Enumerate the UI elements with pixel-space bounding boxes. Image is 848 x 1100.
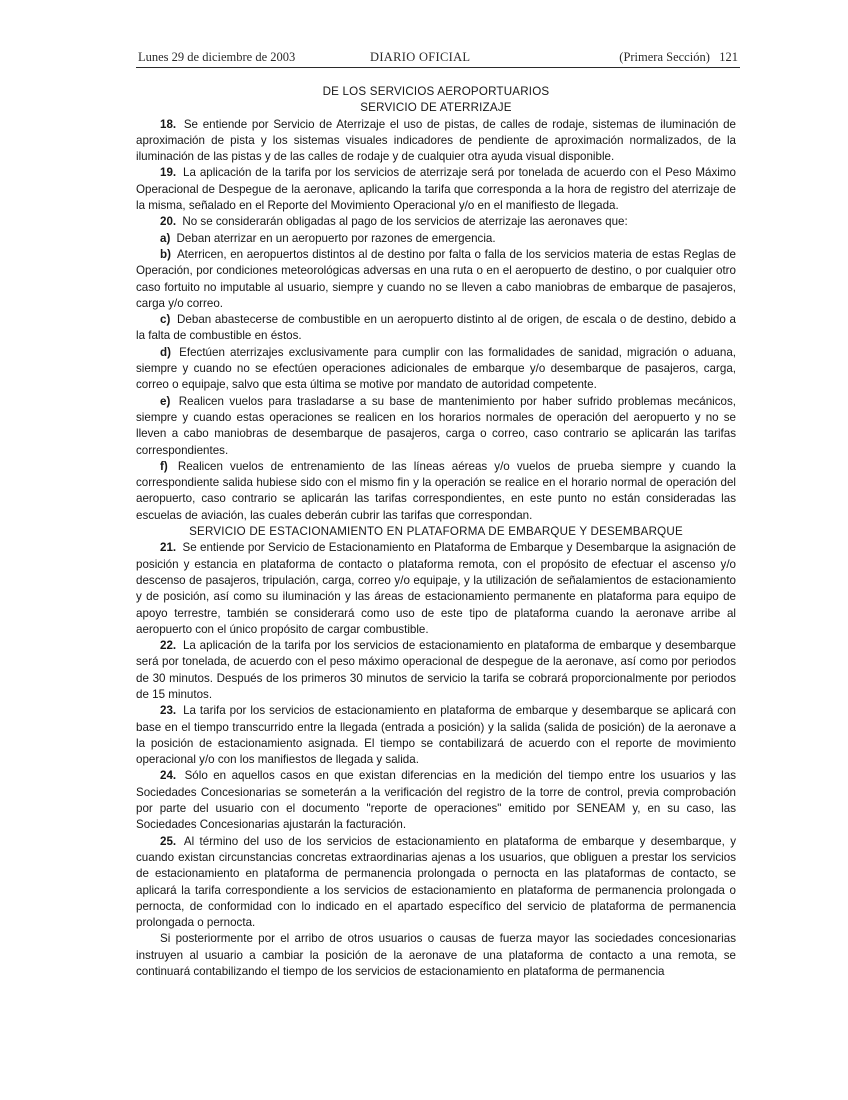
page-header xyxy=(138,50,738,66)
paragraph-text: La tarifa por los servicios de estacionamiento en plataforma de embarque y desembarque se aplicará con base en el tiempo transcurrido entre la llegada (entrada a posición) y la salida (salida de posición) de la aeronave a la posición de estacionamiento asignada. El tiempo se contabilizará de acuerdo con el reporte de movimiento operacional y/o con los manifiestos de llegada y salida. xyxy=(136,704,736,767)
paragraph-number: 25. xyxy=(160,834,177,848)
paragraph-number: 19. xyxy=(160,166,177,180)
item-b xyxy=(136,247,736,312)
item-letter: e) xyxy=(160,394,171,408)
item-letter: a) xyxy=(160,231,171,245)
item-a xyxy=(136,231,736,247)
paragraph-text: Se entiende por Servicio de Aterrizaje el uso de pistas, de calles de rodaje, sistemas de iluminación de aproximación de pista y los sistemas visuales indicadores de pendiente de aproximación normalizados, de la iluminación de las pistas y de las calles de rodaje y de cualquier otra ayuda visual disponible. xyxy=(136,117,736,164)
item-text: Aterricen, en aeropuertos distintos al de destino por falta o falla de los servicios materia de estas Reglas de Operación, por condiciones meteorológicas adversas en una ruta o en el aeropuerto de destino, o por cualquier otro caso fortuito no imputable al usuario, siempre y cuando no se lleven a cabo maniobras de embarque de pasajeros, carga y/o correo. xyxy=(136,247,736,310)
item-c xyxy=(136,312,736,345)
paragraph-text: Al término del uso de los servicios de estacionamiento en plataforma de embarque y desembarque, y cuando existan circunstancias concretas extraordinarias ajenas a los usuarios, que obliguen a prestar los servicios de estacionamiento en plataforma de permanencia prolongada o pernocta en las plataformas de contacto, se aplicará la tarifa correspondiente a los servicios de estacionamiento en plataforma de permanencia prolongada o pernocta, de conformidad con lo indicado en el apartado específico del servicio de plataforma de permanencia prolongada o pernocta. xyxy=(136,834,736,930)
item-text: Deban abastecerse de combustible en un aeropuerto distinto al de origen, de escala o de destino, debido a la falta de combustible en éstos. xyxy=(136,313,736,343)
item-f xyxy=(136,459,736,524)
item-text: Efectúen aterrizajes exclusivamente para cumplir con las formalidades de sanidad, migración o aduana, siempre y cuando no se efectúen operaciones adicionales de embarque y/o desembarque de pasajeros, carga, correo o equipaje, salvo que esta última se motive por mandato de autoridad competente. xyxy=(136,345,736,392)
paragraph-number: 20. xyxy=(160,215,177,229)
header-section: (Primera Sección) xyxy=(619,50,710,64)
subsection-heading-parking: SERVICIO DE ESTACIONAMIENTO EN PLATAFORMA DE EMBARQUE Y DESEMBARQUE xyxy=(189,525,683,539)
paragraph-text: Sólo en aquellos casos en que existan diferencias en la medición del tiempo entre los usuarios y las Sociedades Concesionarias se someterán a la verificación del registro de la torre de control, previa comprobación por parte del usuario con el documento "reporte de operaciones" emitido por SENEAM y, en su caso, las Sociedades Concesionarias ajustarán la facturación. xyxy=(136,769,736,832)
paragraph-text: Se entiende por Servicio de Estacionamiento en Plataforma de Embarque y Desembarque la asignación de posición y estancia en plataforma de contacto o plataforma remota, con el propósito de efectuar el ascenso y/o descenso de pasajeros, tripulación, carga, correo y/o equipaje, y la utilización de señalamientos de estacionamiento y de posición, así como su iluminación y las áreas de estacionamiento permanente en plataforma para equipo de apoyo terrestre, también se considerará como uso de este tipo de plataforma cuando la aeronave arribe al aeropuerto con el único propósito de cargar combustible. xyxy=(136,541,736,636)
paragraph-23 xyxy=(136,703,736,768)
paragraph-19 xyxy=(136,165,736,214)
section-heading: DE LOS SERVICIOS AEROPORTUARIOS xyxy=(322,85,550,98)
item-letter: d) xyxy=(160,345,171,359)
item-e xyxy=(136,394,736,459)
paragraph-18 xyxy=(136,117,736,166)
paragraph-24 xyxy=(136,768,736,833)
paragraph-text: La aplicación de la tarifa por los servicios de estacionamiento en plataforma de embarque y desembarque será por tonelada, de acuerdo con el peso máximo operacional de despegue de la aeronave, así como por periodos de 30 minutos. Después de los primeros 30 minutos de servicio la tarifa se cobrará proporcionalmente por periodos de 15 minutos. xyxy=(136,639,736,701)
paragraph-number: 22. xyxy=(160,639,177,653)
item-text: Realicen vuelos para trasladarse a su base de mantenimiento por haber sufrido problemas mecánicos, siempre y cuando estas operaciones se realicen en los horarios normales de operación del aeropuerto y no se lleven a cabo maniobras de desembarque de pasajeros, carga o correo, caso contrario se aplicarán las tarifas correspondientes. xyxy=(136,394,736,457)
paragraph-21 xyxy=(136,540,736,638)
paragraph-text: La aplicación de la tarifa por los servicios de aterrizaje será por tonelada de acuerdo con el Peso Máximo Operacional de Despegue de la aeronave, aplicando la tarifa que corresponda a la hora de registro del aterrizaje de la misma, señalado en el Reporte del Movimiento Operacional y/o en el manifiesto de llegada. xyxy=(136,166,736,213)
header-section-page xyxy=(619,50,738,65)
subsection-heading-landing: SERVICIO DE ATERRIZAJE xyxy=(360,101,512,115)
header-rule xyxy=(136,67,740,68)
item-letter: c) xyxy=(160,313,171,327)
paragraph-number: 23. xyxy=(160,704,177,718)
paragraph-number: 18. xyxy=(160,117,177,131)
item-text: Realicen vuelos de entrenamiento de las líneas aéreas y/o vuelos de prueba siempre y cuando la correspondiente salida hubiese sido con el mismo fin y la operación se realice en el horario normal de operación del aeropuerto, caso contrario se aplicarán las tarifas correspondientes, en este punto no están consideradas las escuelas de aviación, las cuales deberán cubrir las tarifas que correspondan. xyxy=(136,459,736,522)
item-letter: b) xyxy=(160,247,171,261)
paragraph-text: No se considerarán obligadas al pago de los servicios de aterrizaje las aeronaves que: xyxy=(182,215,628,229)
item-letter: f) xyxy=(160,459,168,473)
header-date: Lunes 29 de diciembre de 2003 xyxy=(138,50,296,64)
item-text: Deban aterrizar en un aeropuerto por razones de emergencia. xyxy=(176,231,496,245)
paragraph-25 xyxy=(136,834,736,932)
header-page-number: 121 xyxy=(719,50,738,64)
paragraph-20 xyxy=(136,214,736,230)
document-body xyxy=(136,84,736,980)
paragraph-number: 21. xyxy=(160,541,177,555)
item-d xyxy=(136,345,736,394)
paragraph-text: Si posteriormente por el arribo de otros usuarios o causas de fuerza mayor las sociedades concesionarias instruyen al usuario a cambiar la posición de la aeronave de una plataforma de contacto a una remota, se continuará contabilizando el tiempo de los servicios de estacionamiento en plataforma de permanencia xyxy=(136,932,736,979)
paragraph-continuation xyxy=(136,931,736,980)
paragraph-22 xyxy=(136,638,736,703)
header-publication: DIARIO OFICIAL xyxy=(370,50,471,64)
paragraph-number: 24. xyxy=(160,769,177,783)
